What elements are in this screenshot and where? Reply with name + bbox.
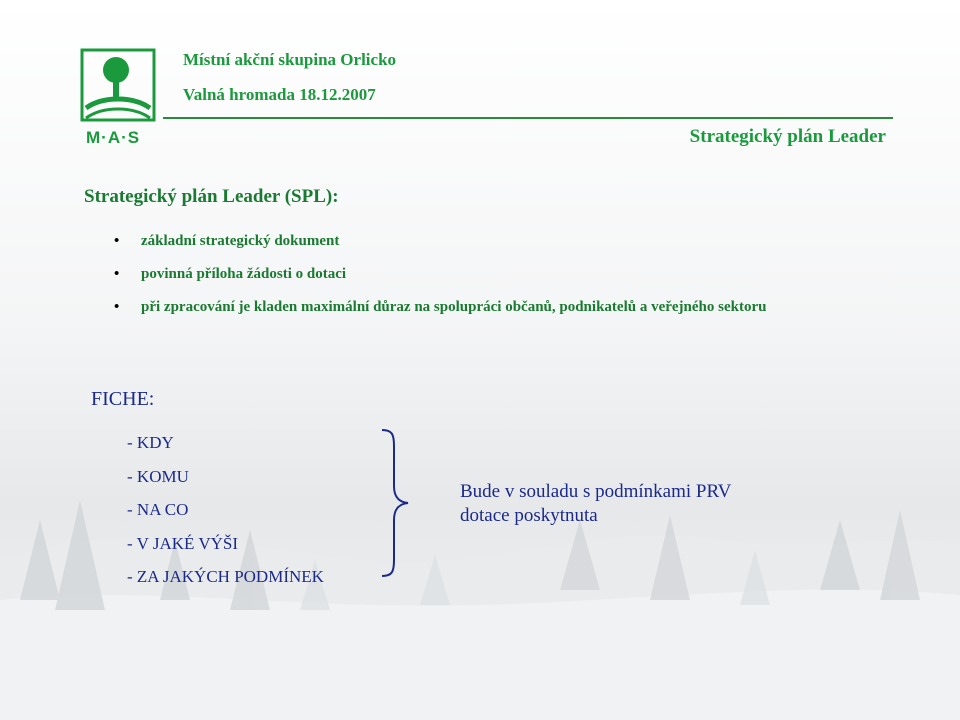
- fiche-note-line2: dotace poskytnuta: [460, 505, 598, 526]
- bullet-text: při zpracování je kladen maximální důraz na spolupráci občanů, podnikatelů a veřejného sektoru: [141, 299, 767, 315]
- right-brace-icon: [380, 428, 410, 578]
- meeting-name: Valná hromada 18.12.2007: [183, 85, 376, 104]
- fiche-list: [127, 432, 324, 600]
- bullet-item: [114, 231, 814, 252]
- logo-text: M·A·S: [86, 128, 141, 147]
- fiche-item: - KOMU: [127, 466, 189, 486]
- fiche-note: [460, 480, 731, 528]
- header-right-title: Strategický plán Leader: [689, 126, 886, 147]
- header-divider: [163, 117, 893, 119]
- fiche-item: - ZA JAKÝCH PODMÍNEK: [127, 567, 324, 586]
- slide-title: Strategický plán Leader (SPL):: [84, 186, 339, 207]
- fiche-title: FICHE:: [91, 388, 155, 410]
- fiche-item: - KDY: [127, 433, 174, 452]
- fiche-item: - V JAKÉ VÝŠI: [127, 533, 238, 553]
- bullet-text: základní strategický dokument: [141, 233, 340, 249]
- fiche-item: - NA CO: [127, 500, 189, 519]
- organization-name: Místní akční skupina Orlicko: [183, 50, 397, 69]
- bullet-dot-icon: •: [114, 266, 120, 282]
- bullet-text: povinná příloha žádosti o dotaci: [141, 266, 347, 282]
- bullet-dot-icon: •: [114, 233, 120, 249]
- bullet-list: [114, 231, 814, 330]
- bullet-dot-icon: •: [114, 299, 120, 315]
- bullet-item: [114, 264, 814, 285]
- fiche-note-line1: Bude v souladu s podmínkami PRV: [460, 481, 732, 502]
- bullet-item: [114, 297, 814, 318]
